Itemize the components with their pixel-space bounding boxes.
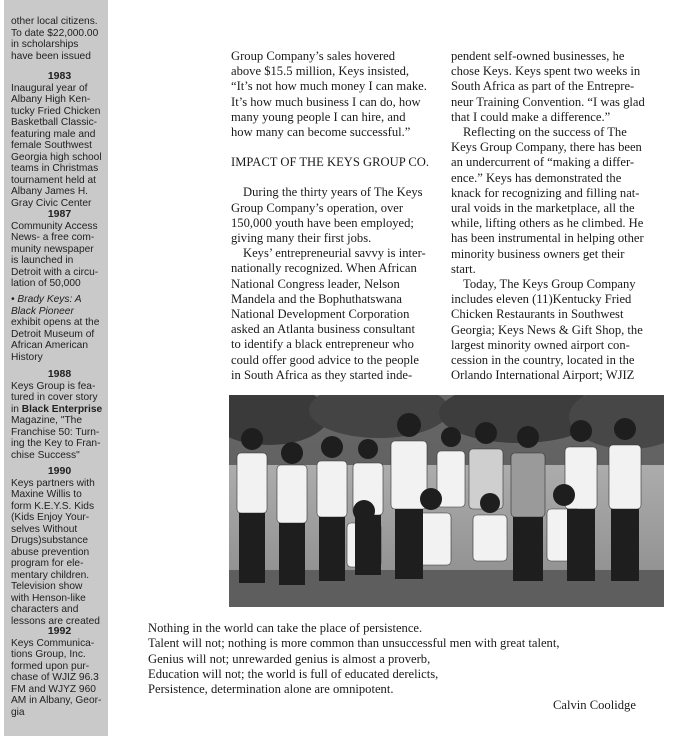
timeline-line: with Henson-like [11,592,86,604]
timeline-line: chase of WJIZ 96.3 [11,672,99,683]
timeline-entry-1988 [11,369,108,461]
body-line: nationally recognized. When African [231,261,417,276]
timeline-line: Keys partners with [11,477,95,489]
body-line: above $15.5 million, Keys insisted, [231,64,410,79]
body-line: neur Training Convention. “I was glad [451,94,645,109]
timeline-line: tions Group, Inc. [11,649,86,660]
timeline-line: Community Access [11,220,98,232]
body-line: chose Keys. Keys spent two weeks in [451,64,641,79]
timeline-line: characters and [11,604,79,615]
body-line: ence.” Keys has demonstrated the [451,170,622,185]
timeline-sidebar [4,0,108,736]
timeline-line: History [11,351,43,363]
body-line: while, lifting others as he climbed. He [451,216,644,231]
timeline-line: African American [11,340,89,351]
body-line: minority business owners get their [451,246,625,261]
timeline-line: Franchise 50: Turn- [11,426,100,438]
sidebar-intro [11,16,108,62]
body-line: Group Company’s sales hovered [231,49,396,63]
body-line: in South Africa as they started inde- [231,367,413,382]
timeline-line: Inaugural year of [11,82,88,94]
body-line: knack for recognizing and filling nat- [451,185,640,200]
timeline-entry-exhibit [11,294,108,363]
timeline-line: gia [11,706,25,718]
timeline-line: teams in Christmas [11,163,99,174]
body-line: could offer good advice to the people [231,352,419,367]
timeline-line: tournament held at [11,174,96,186]
group-photo [229,395,664,607]
timeline-year: 1992 [47,625,72,637]
timeline-line: Magazine, "The [11,415,83,426]
timeline-line: Gray Civic Center [11,197,92,209]
body-line: that I could make a difference.” [451,109,611,124]
body-line: During the thirty years of The Keys [243,185,423,200]
timeline-line: formed upon pur- [11,660,90,672]
body-line: Mandela and the Bophuthatswana [231,291,403,306]
magazine-name: Black Enterprise [21,403,103,415]
timeline-entry-1992 [11,626,108,718]
quote-line: Persistence, determination alone are omnipotent. [148,682,394,697]
timeline-line: Maxine Willis to [11,489,82,500]
timeline-line: featuring male and [11,128,96,140]
timeline-line: tucky Fried Chicken [11,105,101,117]
timeline-line: Keys Group is fea- [11,380,96,392]
body-line: Orlando International Airport; WJIZ [451,368,635,383]
quote-line: Education will not; the world is full of educated derelicts, [148,666,439,681]
body-line: National Congress leader, Nelson [231,276,400,291]
body-line: Keys’ entrepreneurial savvy is inter- [243,246,426,261]
timeline-entry-1983 [11,71,108,209]
timeline-line: Television show [11,581,83,592]
body-line: includes eleven (11)Kentucky Fried [451,292,632,307]
body-line: Reflecting on the success of The [463,125,627,140]
timeline-entry-1990 [11,466,108,627]
body-line: asked an Atlanta business consultant [231,322,415,337]
timeline-line: munity newspaper [11,243,94,255]
timeline-line: program for ele- [11,558,84,569]
body-line: Georgia; Keys News & Gift Shop, the [451,322,643,337]
timeline-line: tured in cover story [11,392,98,403]
body-line: Today, The Keys Group Company [463,277,636,292]
article-column-2 [451,49,663,383]
timeline-year: 1983 [47,70,72,82]
timeline-line: News- a free com- [11,232,95,243]
timeline-line: mentary children. [11,569,90,581]
body-line: pendent self-owned businesses, he [451,49,625,63]
body-line: 150,000 youth have been employed; [231,215,414,230]
timeline-line: selves Without [11,523,78,535]
timeline-year: 1990 [47,465,72,477]
timeline-line: female Southwest [11,140,92,151]
quote-attribution: Calvin Coolidge [553,698,636,712]
persistence-quote [148,621,559,697]
body-line: Keys Group Company, there has been [451,140,642,155]
body-line: largest minority owned airport con- [451,337,630,352]
body-line: National Development Corporation [231,307,410,322]
timeline-line: • Brady Keys: A [11,294,82,305]
timeline-line: Drugs)substance [11,535,89,546]
spacer [231,140,443,155]
body-line: an undercurrent of “making a differ- [451,155,635,170]
timeline-line: FM and WJYZ 960 [11,683,96,695]
timeline-line: Detroit Museum of [11,328,95,340]
timeline-line: Albany High Ken- [11,94,91,105]
quote-line: Genius will not; unrewarded genius is almost a proverb, [148,651,431,666]
timeline-entry-1987 [11,209,108,290]
body-line: ural voids in the marketplace, all the [451,201,635,216]
timeline-line: (Kids Enjoy Your- [11,512,90,523]
timeline-line: Georgia high school [11,151,102,163]
timeline-line [11,404,108,416]
body-line: It’s how much business I can do, how [231,94,421,109]
group-photo-illustration [229,395,664,607]
timeline-line: form K.E.Y.S. Kids [11,500,95,512]
body-line: giving many their first jobs. [231,231,372,246]
timeline-line: AM in Albany, Geor- [11,695,102,706]
timeline-line: chise Success" [11,449,80,461]
timeline-line-prefix: in [11,403,19,415]
timeline-line: Black Pioneer [11,305,74,317]
timeline-year: 1987 [47,208,72,220]
body-line: start. [451,261,476,276]
body-line: to identify a black entrepreneur who [231,337,414,352]
timeline-line: Albany James H. [11,186,89,197]
timeline-line: is launched in [11,255,74,266]
sidebar-intro-line: have been issued [11,50,91,62]
body-line: many young people I can hire, and [231,109,406,124]
timeline-line: exhibit opens at the [11,317,100,328]
body-line: has been instrumental in helping other [451,231,644,246]
body-line: Group Company’s operation, over [231,200,404,215]
timeline-line: lessons are created [11,615,100,627]
article-column-1 [231,49,443,383]
body-line: how many can become successful.” [231,125,411,140]
quote-line: Talent will not; nothing is more common than unsuccessful men with great talent, [148,636,560,651]
timeline-line: abuse prevention [11,546,90,558]
timeline-line: ing the Key to Fran- [11,438,101,449]
sidebar-intro-line: other local citizens. [11,16,98,27]
timeline-line: Basketball Classic- [11,117,98,128]
timeline-line: Keys Communica- [11,637,95,649]
sidebar-intro-line: To date $22,000.00 [11,27,99,39]
quote-line: Nothing in the world can take the place of persistence. [148,621,423,635]
body-line: “It’s not how much money I can make. [231,79,427,94]
sidebar-intro-line: in scholarships [11,39,79,50]
body-line: South Africa as part of the Entrepre- [451,79,635,94]
timeline-year: 1988 [47,368,72,380]
body-line: Chicken Restaurants in Southwest [451,307,624,322]
timeline-line: lation of 50,000 [11,278,81,289]
body-line: cession in the country, located in the [451,353,635,368]
section-heading: IMPACT OF THE KEYS GROUP CO. [231,155,430,170]
timeline-line: Detroit with a circu- [11,266,99,278]
spacer [231,170,443,185]
